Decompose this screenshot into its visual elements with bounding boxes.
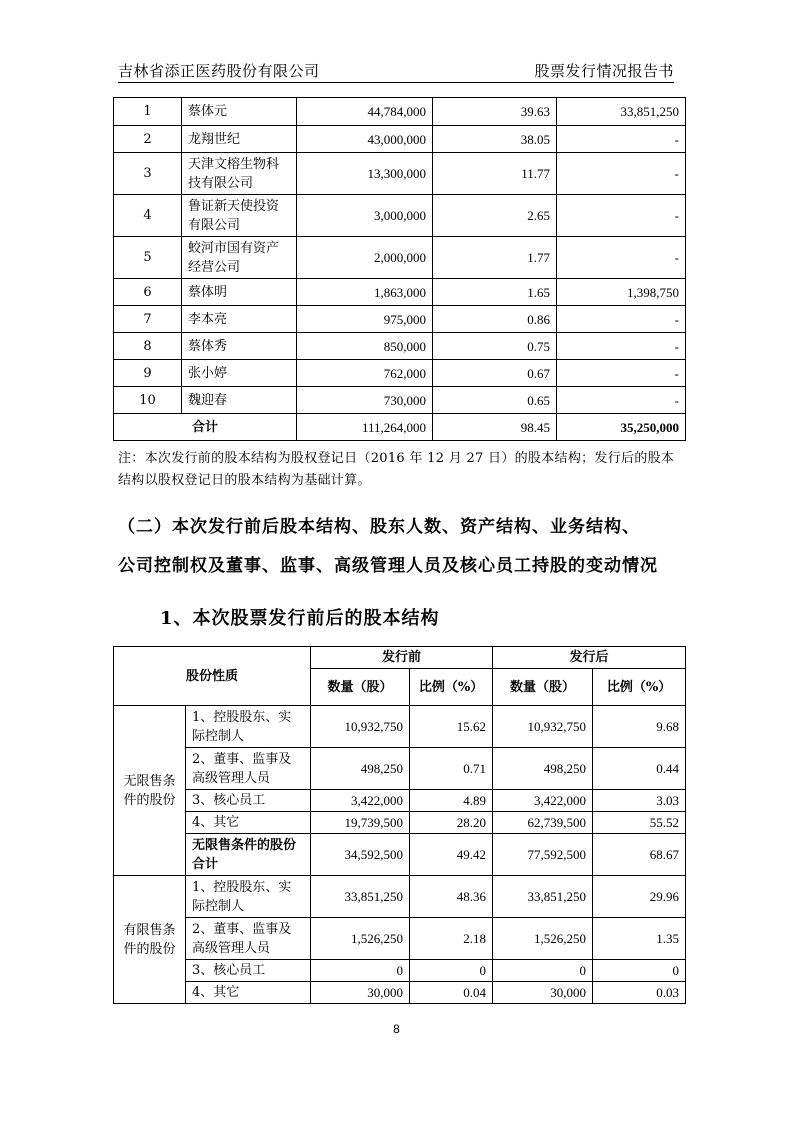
before-qty-cell: 10,932,750: [311, 706, 410, 748]
after-qty-cell: 498,250: [493, 748, 593, 790]
after-qty-cell: 3,422,000: [493, 790, 593, 812]
after-qty-cell: 0: [493, 960, 593, 982]
restricted-shares-cell: 33,851,250: [557, 98, 686, 126]
after-ratio-cell: 0: [593, 960, 686, 982]
before-qty-cell: 34,592,500: [311, 834, 410, 876]
col-before-issue: 发行前: [311, 647, 493, 669]
sub-heading: 1、本次股票发行前后的股本结构: [160, 608, 440, 629]
shareholder-name-cell: 蔡体秀: [182, 333, 297, 360]
after-ratio-cell: 29.96: [593, 876, 686, 918]
table-row: [114, 279, 686, 306]
before-qty-cell: 0: [311, 960, 410, 982]
after-qty-cell: 77,592,500: [493, 834, 593, 876]
table-row: [114, 237, 686, 279]
before-ratio-cell: 0.71: [410, 748, 493, 790]
before-qty-cell: 33,851,250: [311, 876, 410, 918]
before-ratio-cell: 28.20: [410, 812, 493, 834]
rank-cell: 9: [114, 360, 182, 387]
before-qty-cell: 30,000: [311, 982, 410, 1004]
shares-cell: 43,000,000: [297, 126, 433, 153]
table-row: [114, 748, 686, 790]
percent-cell: 38.05: [433, 126, 557, 153]
shareholder-name-cell: 蔡体元: [182, 98, 297, 126]
shares-cell: 44,784,000: [297, 98, 433, 126]
rank-cell: 5: [114, 237, 182, 279]
percent-cell: 11.77: [433, 153, 557, 195]
shares-cell: 850,000: [297, 333, 433, 360]
shares-cell: 762,000: [297, 360, 433, 387]
before-qty-cell: 3,422,000: [311, 790, 410, 812]
col-share-nature: 股份性质: [114, 647, 311, 706]
after-qty-cell: 10,932,750: [493, 706, 593, 748]
restricted-shares-cell: -: [557, 237, 686, 279]
shareholder-name-cell: 张小婷: [182, 360, 297, 387]
col-after-ratio: 比例（%）: [593, 669, 686, 706]
after-ratio-cell: 0.03: [593, 982, 686, 1004]
percent-cell: 0.75: [433, 333, 557, 360]
document-title: 股票发行情况报告书: [534, 62, 674, 80]
percent-cell: 1.65: [433, 279, 557, 306]
table-row: [114, 790, 686, 812]
company-name: 吉林省添正医药股份有限公司: [118, 62, 320, 80]
share-item-label: 3、核心员工: [186, 790, 311, 812]
table-row: [114, 98, 686, 126]
before-qty-cell: 19,739,500: [311, 812, 410, 834]
before-ratio-cell: 0.04: [410, 982, 493, 1004]
shareholder-name-cell: 蔡体明: [182, 279, 297, 306]
shareholder-name-cell: 鲁证新天使投资有限公司: [182, 195, 297, 237]
table-row: [114, 706, 686, 748]
rank-cell: 1: [114, 98, 182, 126]
before-ratio-cell: 4.89: [410, 790, 493, 812]
restricted-shares-cell: 1,398,750: [557, 279, 686, 306]
rank-cell: 8: [114, 333, 182, 360]
rank-cell: 2: [114, 126, 182, 153]
before-qty-cell: 1,526,250: [311, 918, 410, 960]
shareholder-table: [113, 97, 686, 441]
shareholder-name-cell: 龙翔世纪: [182, 126, 297, 153]
total-restricted: 35,250,000: [557, 414, 686, 441]
after-ratio-cell: 55.52: [593, 812, 686, 834]
table-row: [114, 982, 686, 1004]
restricted-shares-cell: -: [557, 126, 686, 153]
table-row: [114, 195, 686, 237]
after-ratio-cell: 3.03: [593, 790, 686, 812]
page-header: [118, 58, 674, 83]
shares-cell: 13,300,000: [297, 153, 433, 195]
section-heading-line1: （二）本次发行前后股本结构、股东人数、资产结构、业务结构、: [118, 517, 640, 537]
table-row: [114, 387, 686, 414]
table-row: [114, 834, 686, 876]
restricted-shares-cell: -: [557, 360, 686, 387]
share-item-label: 1、控股股东、实际控制人: [186, 706, 311, 748]
after-ratio-cell: 1.35: [593, 918, 686, 960]
share-item-label: 4、其它: [186, 982, 311, 1004]
percent-cell: 2.65: [433, 195, 557, 237]
share-item-label: 1、控股股东、实际控制人: [186, 876, 311, 918]
shares-cell: 1,863,000: [297, 279, 433, 306]
section-heading-line2: 公司控制权及董事、监事、高级管理人员及核心员工持股的变动情况: [118, 556, 658, 576]
total-percent: 98.45: [433, 414, 557, 441]
restricted-shares-cell: -: [557, 306, 686, 333]
table-row: [114, 876, 686, 918]
percent-cell: 39.63: [433, 98, 557, 126]
shares-cell: 975,000: [297, 306, 433, 333]
total-shares: 111,264,000: [297, 414, 433, 441]
before-ratio-cell: 2.18: [410, 918, 493, 960]
after-ratio-cell: 68.67: [593, 834, 686, 876]
restricted-shares-cell: -: [557, 387, 686, 414]
shareholder-name-cell: 李本亮: [182, 306, 297, 333]
before-ratio-cell: 49.42: [410, 834, 493, 876]
rank-cell: 7: [114, 306, 182, 333]
after-qty-cell: 30,000: [493, 982, 593, 1004]
share-item-label: 2、董事、监事及高级管理人员: [186, 748, 311, 790]
before-ratio-cell: 48.36: [410, 876, 493, 918]
table-row: [114, 126, 686, 153]
page-number: 8: [393, 1022, 400, 1036]
col-after-issue: 发行后: [493, 647, 686, 669]
table-row: [114, 960, 686, 982]
table-row: [114, 918, 686, 960]
after-ratio-cell: 9.68: [593, 706, 686, 748]
shares-cell: 2,000,000: [297, 237, 433, 279]
rank-cell: 10: [114, 387, 182, 414]
percent-cell: 0.65: [433, 387, 557, 414]
restricted-shares-cell: -: [557, 333, 686, 360]
total-row: [114, 414, 686, 441]
rank-cell: 4: [114, 195, 182, 237]
shareholder-name-cell: 蛟河市国有资产经营公司: [182, 237, 297, 279]
table-row: [114, 306, 686, 333]
total-label: 合计: [114, 414, 297, 441]
after-qty-cell: 1,526,250: [493, 918, 593, 960]
percent-cell: 0.67: [433, 360, 557, 387]
table-row: [114, 812, 686, 834]
after-qty-cell: 33,851,250: [493, 876, 593, 918]
before-qty-cell: 498,250: [311, 748, 410, 790]
table-row: [114, 333, 686, 360]
after-ratio-cell: 0.44: [593, 748, 686, 790]
after-qty-cell: 62,739,500: [493, 812, 593, 834]
table-row: [114, 153, 686, 195]
share-item-label: 3、核心员工: [186, 960, 311, 982]
shares-cell: 3,000,000: [297, 195, 433, 237]
col-before-ratio: 比例（%）: [410, 669, 493, 706]
rank-cell: 3: [114, 153, 182, 195]
rank-cell: 6: [114, 279, 182, 306]
restricted-shares-cell: -: [557, 195, 686, 237]
before-ratio-cell: 0: [410, 960, 493, 982]
before-ratio-cell: 15.62: [410, 706, 493, 748]
table-row: [114, 360, 686, 387]
shareholder-name-cell: 魏迎春: [182, 387, 297, 414]
col-after-qty: 数量（股）: [493, 669, 593, 706]
restricted-group-label: 有限售条件的股份: [114, 876, 186, 1004]
col-before-qty: 数量（股）: [311, 669, 410, 706]
table-note: 注：本次发行前的股本结构为股权登记日（2016 年 12 月 27 日）的股本结构；发行后的股本结构以股权登记日的股本结构为基础计算。: [118, 451, 675, 488]
share-structure-table: [113, 646, 686, 1004]
unrestricted-group-label: 无限售条件的股份: [114, 706, 186, 876]
shareholder-name-cell: 天津文榕生物科技有限公司: [182, 153, 297, 195]
restricted-shares-cell: -: [557, 153, 686, 195]
share-item-label: 2、董事、监事及高级管理人员: [186, 918, 311, 960]
share-item-label: 4、其它: [186, 812, 311, 834]
shares-cell: 730,000: [297, 387, 433, 414]
percent-cell: 1.77: [433, 237, 557, 279]
share-item-label: 无限售条件的股份合计: [186, 834, 311, 876]
percent-cell: 0.86: [433, 306, 557, 333]
